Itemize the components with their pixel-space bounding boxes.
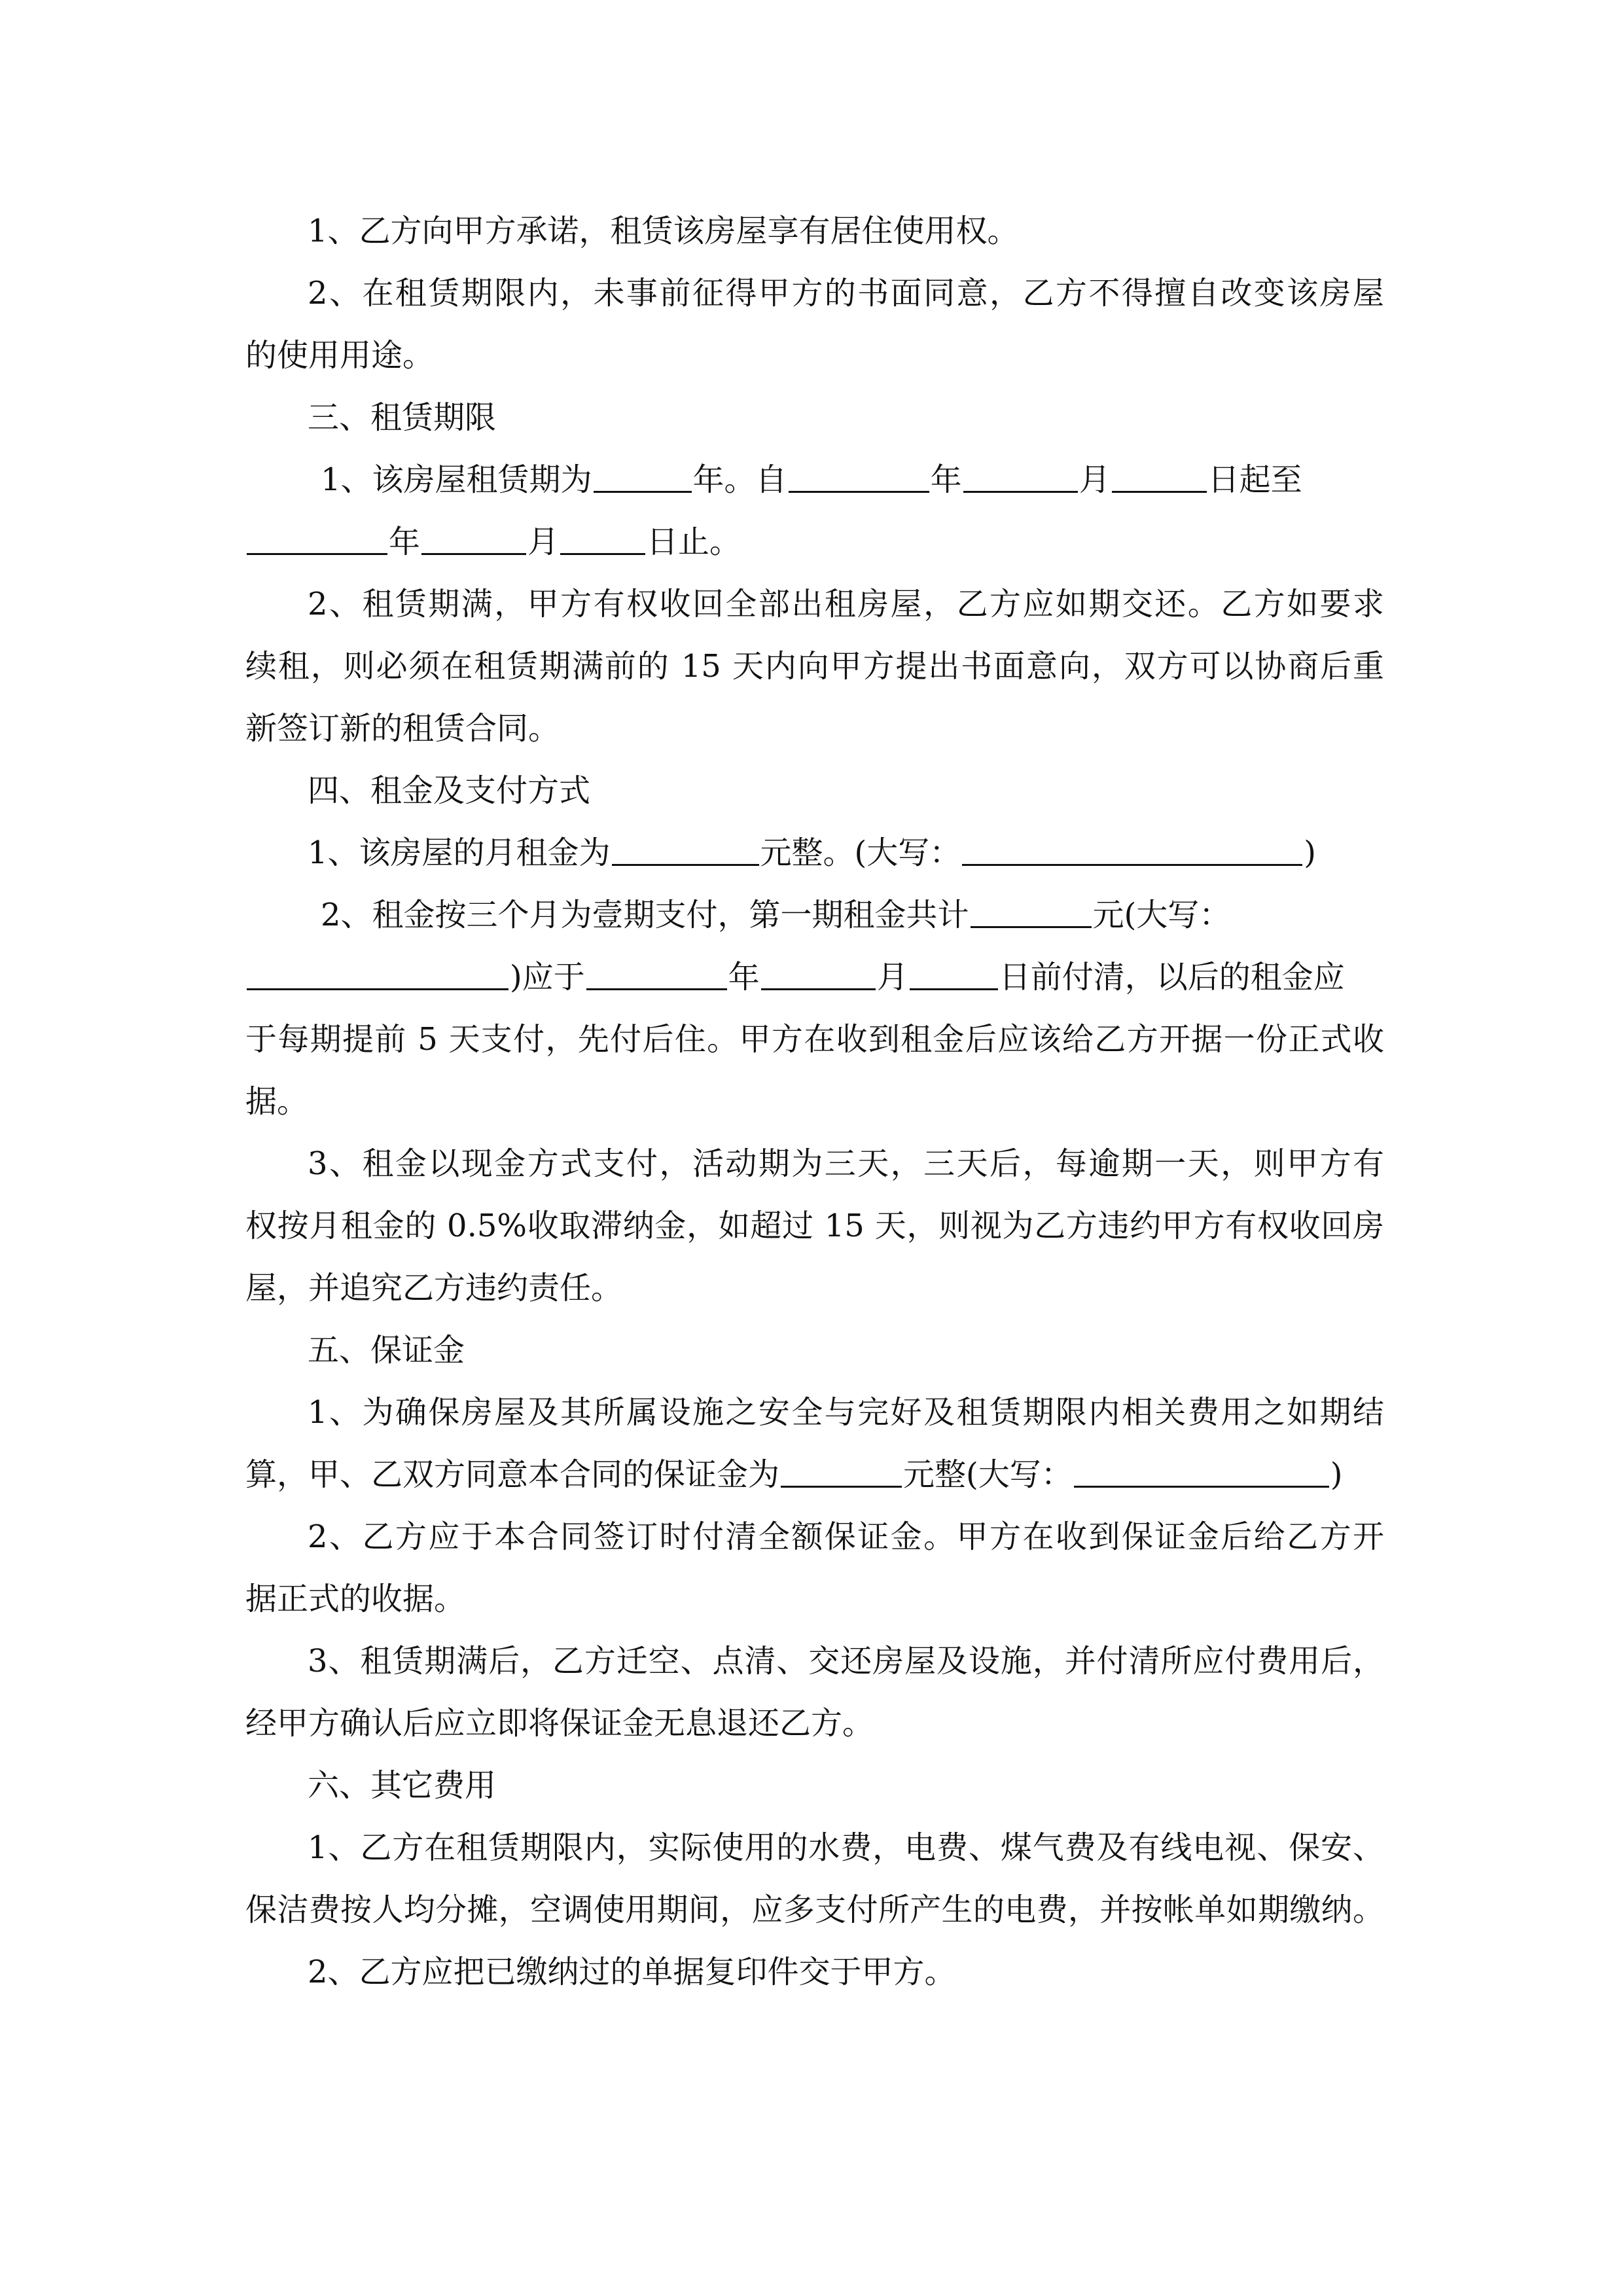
pay-day-blank[interactable] (910, 956, 998, 990)
clause-3-2-cont-1: 续租，则必须在租赁期满前的 15 天内向甲方提出书面意向，双方可以协商后重 (245, 648, 1384, 685)
clause-3-2: 2、租赁期满，甲方有权收回全部出租房屋，乙方应如期交还。乙方如要求 (308, 586, 1384, 622)
pay-year-blank[interactable] (586, 956, 727, 990)
clause-5-3: 3、租赁期满后，乙方迁空、点清、交还房屋及设施，并付清所应付费用后， (308, 1643, 1384, 1679)
section-heading-other-fees: 六、其它费用 (308, 1767, 497, 1804)
clause-4-3-cont-1: 权按月租金的 0.5%收取滞纳金，如超过 15 天，则视为乙方违约甲方有权收回房 (245, 1208, 1384, 1244)
start-year-blank[interactable] (789, 458, 929, 493)
clause-2-1: 1、乙方向甲方承诺，租赁该房屋享有居住使用权。 (308, 213, 1019, 249)
end-year-blank[interactable] (247, 520, 387, 555)
deposit-uppercase-blank[interactable] (1074, 1453, 1329, 1488)
clause-6-1-cont: 保洁费按人均分摊，空调使用期间，应多支付所产生的电费，并按帐单如期缴纳。 (245, 1892, 1384, 1928)
section-heading-deposit: 五、保证金 (308, 1332, 465, 1369)
clause-3-1-cont: 年 月 日止。 (245, 519, 1384, 565)
clause-2-2-cont: 的使用用途。 (245, 337, 435, 374)
monthly-rent-blank[interactable] (612, 831, 759, 866)
clause-4-2-cont-3: 据。 (245, 1083, 309, 1120)
clause-3-1: 1、该房屋租赁期为 年。自 年 月 日起至 (321, 457, 1384, 503)
clause-4-2-cont-1: )应于 年 月 日前付清，以后的租金应 (245, 954, 1384, 1000)
deposit-amount-blank[interactable] (781, 1453, 902, 1488)
clause-6-2: 2、乙方应把已缴纳过的单据复印件交于甲方。 (308, 1954, 956, 1990)
start-day-blank[interactable] (1112, 458, 1207, 493)
clause-3-2-cont-2: 新签订新的租赁合同。 (245, 710, 560, 747)
clause-5-2-cont: 据正式的收据。 (245, 1581, 466, 1617)
clause-5-1: 1、为确保房屋及其所属设施之安全与完好及租赁期限内相关费用之如期结 (308, 1394, 1384, 1431)
start-month-blank[interactable] (963, 458, 1078, 493)
section-heading-term: 三、租赁期限 (308, 399, 497, 436)
clause-5-2: 2、乙方应于本合同签订时付清全额保证金。甲方在收到保证金后给乙方开 (308, 1518, 1384, 1555)
section-heading-rent: 四、租金及支付方式 (308, 772, 591, 809)
clause-4-1: 1、该房屋的月租金为 元整。(大写： ) (308, 830, 1384, 876)
end-month-blank[interactable] (421, 520, 526, 555)
clause-2-2: 2、在租赁期限内，未事前征得甲方的书面同意，乙方不得擅自改变该房屋 (308, 275, 1384, 312)
monthly-rent-uppercase-blank[interactable] (962, 831, 1302, 866)
term-years-blank[interactable] (594, 458, 692, 493)
clause-4-3: 3、租金以现金方式支付，活动期为三天，三天后，每逾期一天，则甲方有 (308, 1145, 1384, 1182)
first-rent-uppercase-blank[interactable] (247, 956, 508, 990)
clause-5-1-cont: 算，甲、乙双方同意本合同的保证金为 元整(大写： ) (245, 1452, 1384, 1498)
end-day-blank[interactable] (560, 520, 645, 555)
clause-4-2: 2、租金按三个月为壹期支付，第一期租金共计 元(大写： (321, 892, 1384, 938)
clause-6-1: 1、乙方在租赁期限内，实际使用的水费，电费、煤气费及有线电视、保安、 (308, 1829, 1384, 1866)
first-rent-blank[interactable] (971, 893, 1092, 928)
pay-month-blank[interactable] (761, 956, 876, 990)
clause-4-2-cont-2: 于每期提前 5 天支付，先付后住。甲方在收到租金后应该给乙方开据一份正式收 (245, 1021, 1384, 1058)
clause-4-3-cont-2: 屋，并追究乙方违约责任。 (245, 1270, 623, 1306)
clause-5-3-cont: 经甲方确认后应立即将保证金无息退还乙方。 (245, 1705, 874, 1742)
